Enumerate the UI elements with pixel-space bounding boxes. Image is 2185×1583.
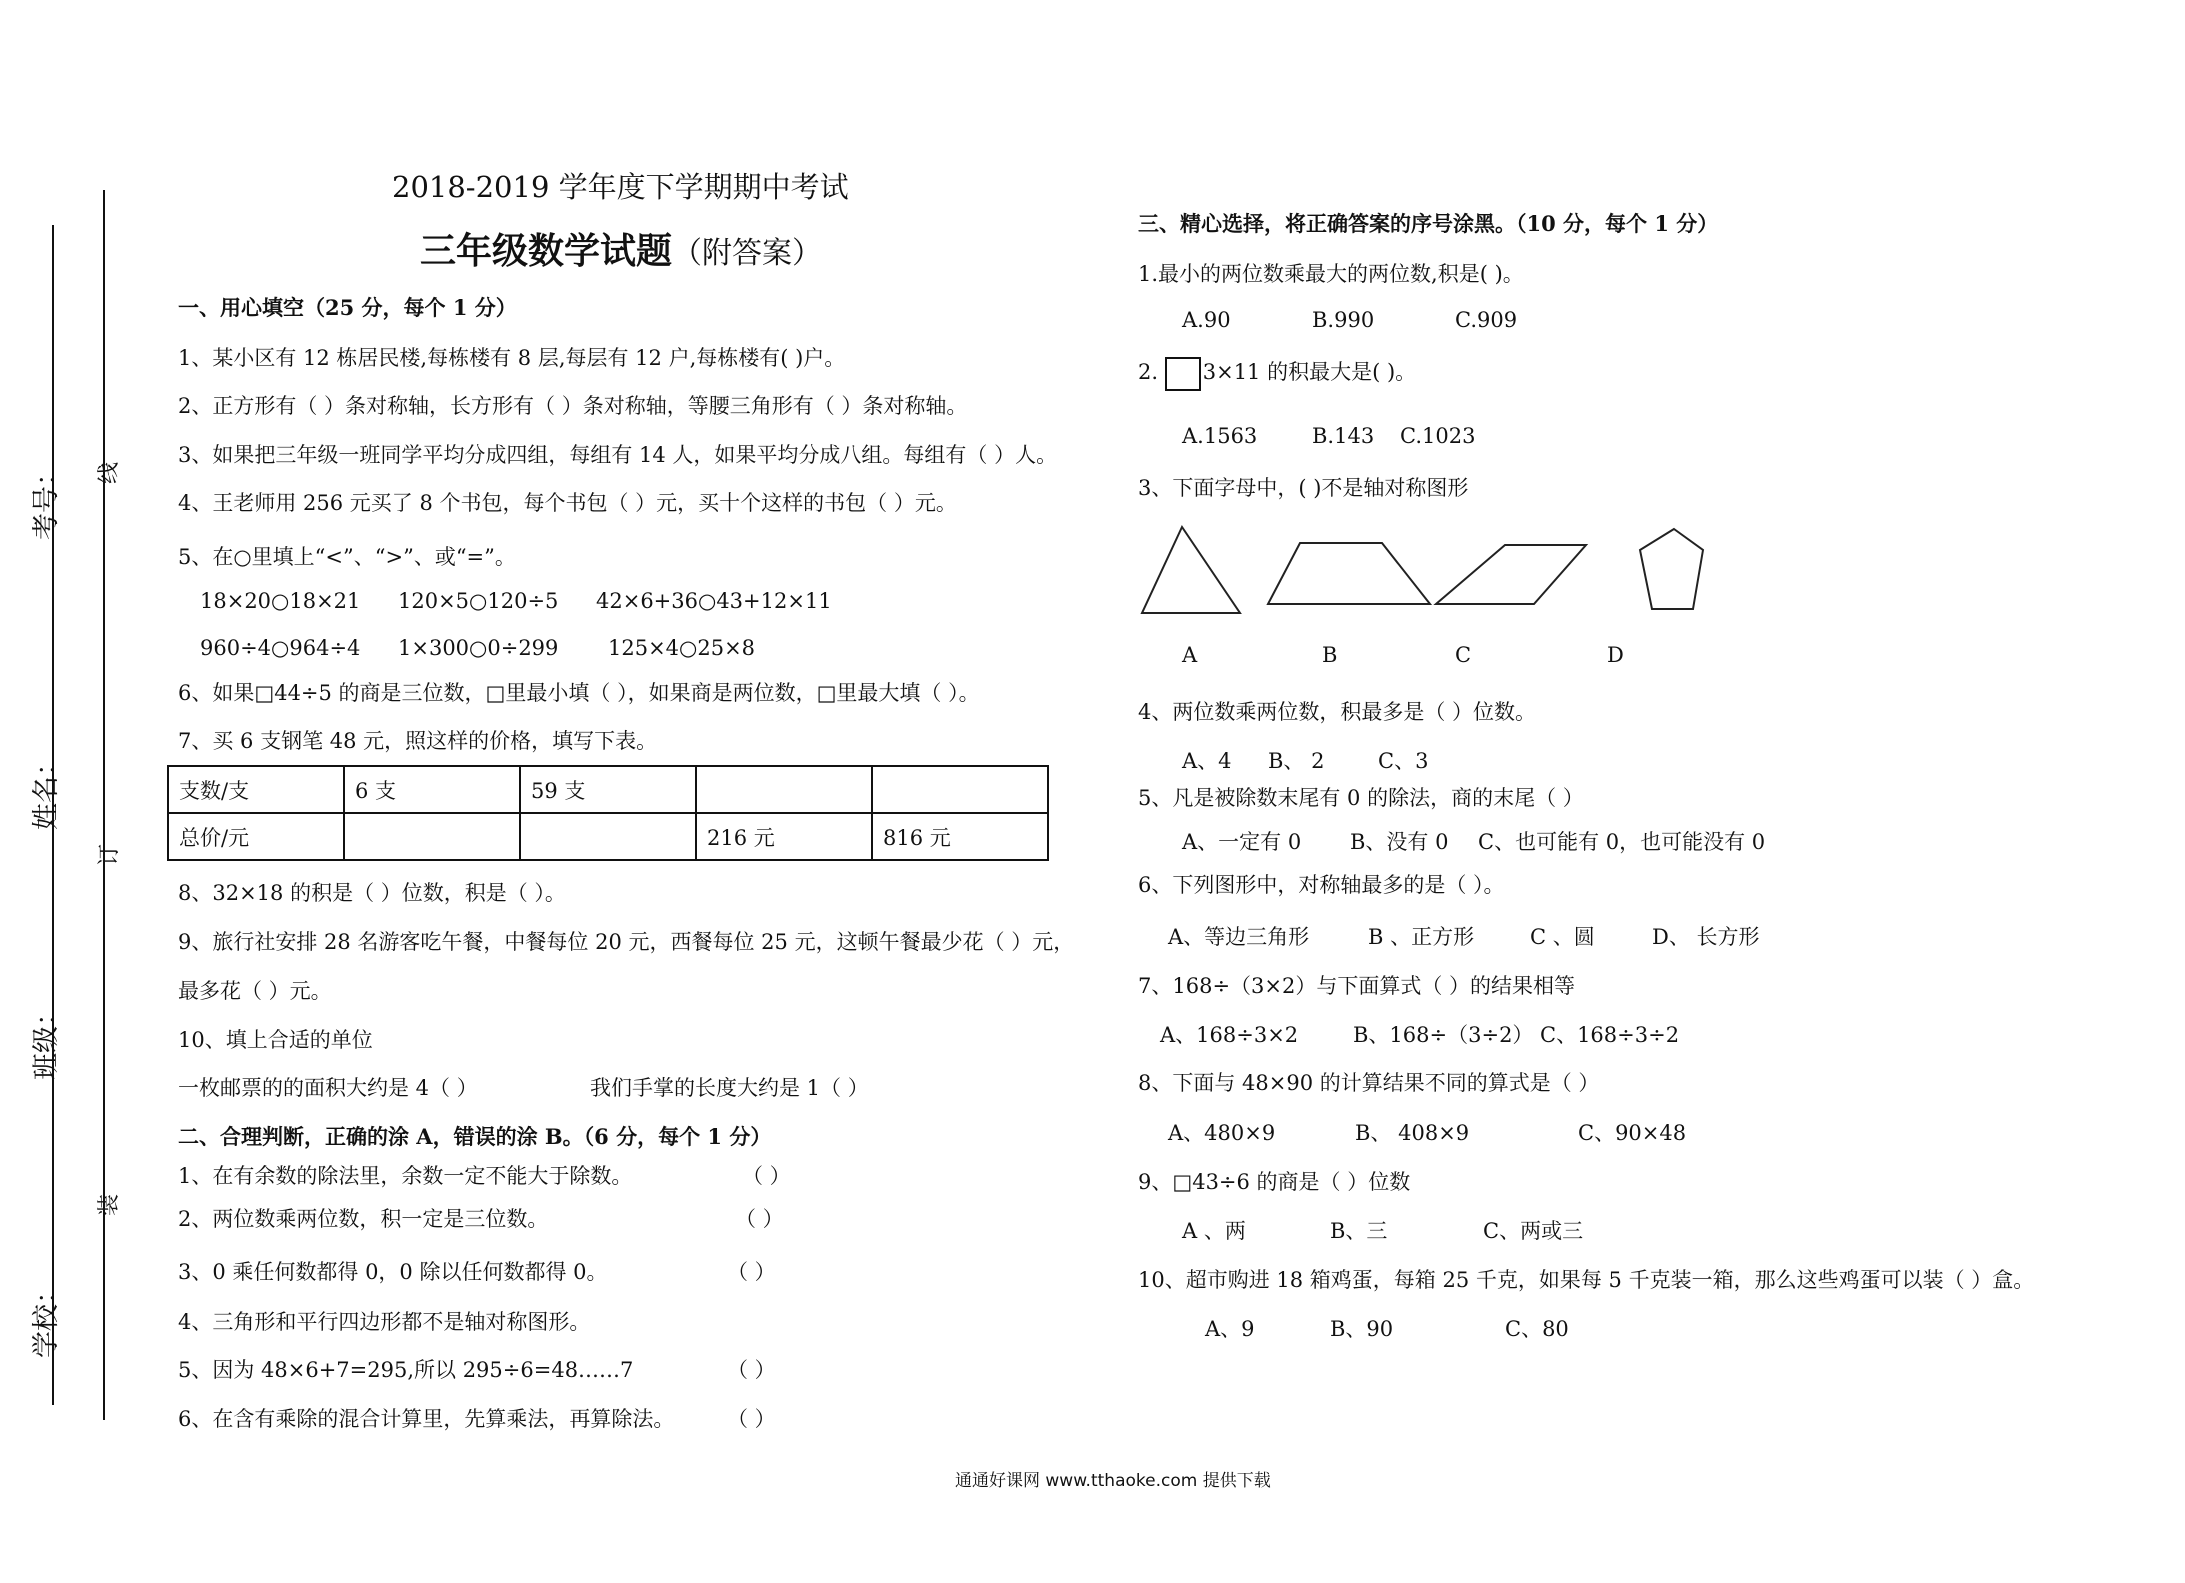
s3-q3-label-c: C: [1455, 643, 1472, 667]
exam-subtitle: 2018-2019 学年度下学期期中考试: [392, 170, 849, 204]
section2-heading: 二、合理判断，正确的涂 A，错误的涂 B。（6 分，每个 1 分）: [178, 1124, 772, 1149]
s2-item-2-answer: （ ）: [735, 1207, 784, 1231]
s3-question-8: 8、下面与 48×90 的计算结果不同的算式是（ ）: [1138, 1071, 1600, 1095]
s1-question-10a: 一枚邮票的的面积大约是 4（ ）: [178, 1076, 478, 1100]
s1-question-9-line1: 9、旅行社安排 28 名游客吃午餐，中餐每位 20 元，西餐每位 25 元，这顿午餐最少花（ ）元，: [178, 930, 1075, 954]
s1-question-8: 8、32×18 的积是（ ）位数，积是（ ）。: [178, 881, 566, 905]
s3-q4-option-a: A、4: [1182, 749, 1232, 773]
exam-title-main: 三年级数学试题: [420, 230, 673, 272]
table-cell: [696, 766, 872, 813]
s3-q6-option-a: A、等边三角形: [1168, 925, 1310, 949]
s3-q6-option-b: B 、正方形: [1368, 925, 1475, 949]
s3-q6-option-d: D、 长方形: [1652, 925, 1760, 949]
school-label: 学校：: [31, 1277, 62, 1358]
s3-q3-label-d: D: [1607, 643, 1624, 667]
s2-item-3: 3、0 乘任何数都得 0，0 除以任何数都得 0。: [178, 1260, 608, 1284]
s1-question-1: 1、某小区有 12 栋居民楼,每栋楼有 8 层,每层有 12 户,每栋楼有( )户。: [178, 346, 846, 370]
s1-q5-expr-3: 42×6+36○43+12×11: [596, 589, 832, 613]
exam-no-label: 考号：: [31, 459, 62, 540]
s3-q2-text: 3×11 的积最大是( )。: [1202, 360, 1417, 384]
s3-question-6: 6、下列图形中，对称轴最多的是（ ）。: [1138, 873, 1505, 897]
s3-q5-option-b: B、没有 0: [1350, 830, 1449, 854]
s3-question-4: 4、两位数乘两位数，积最多是（ ）位数。: [1138, 700, 1537, 724]
s1-question-10: 10、填上合适的单位: [178, 1028, 373, 1052]
exam-title-suffix: （附答案）: [672, 236, 823, 271]
s2-item-1-answer: （ ）: [742, 1164, 791, 1188]
s1-question-4: 4、王老师用 256 元买了 8 个书包，每个书包（ ）元，买十个这样的书包（ ）元。: [178, 491, 957, 515]
s1-q5-expr-4: 960÷4○964÷4: [200, 636, 361, 660]
binding-line-right: [103, 190, 105, 1420]
table-cell: 总价/元: [168, 813, 344, 860]
s3-q9-option-a: A 、两: [1182, 1219, 1246, 1243]
s3-q5-option-a: A、一定有 0: [1182, 830, 1302, 854]
class-label: 班级：: [31, 999, 62, 1080]
s1-question-5: 5、在○里填上“<”、“>”、或“=”。: [178, 545, 516, 569]
trapezoid-shape: [1268, 543, 1430, 604]
s1-question-7: 7、买 6 支钢笔 48 元，照这样的价格，填写下表。: [178, 729, 658, 753]
triangle-shape: [1142, 527, 1240, 613]
s3-question-5: 5、凡是被除数末尾有 0 的除法，商的末尾（ ）: [1138, 786, 1584, 810]
s1-question-2: 2、正方形有（ ）条对称轴，长方形有（ ）条对称轴，等腰三角形有（ ）条对称轴。: [178, 394, 968, 418]
parallelogram-shape: [1436, 545, 1586, 604]
table-cell: 支数/支: [168, 766, 344, 813]
s3-q3-label-b: B: [1322, 643, 1338, 667]
s3-question-10: 10、超市购进 18 箱鸡蛋，每箱 25 千克，如果每 5 千克装一箱，那么这些鸡蛋可以装（ ）盒。: [1138, 1268, 2035, 1292]
s3-q8-option-c: C、90×48: [1578, 1121, 1687, 1145]
table-cell: [520, 813, 696, 860]
pentagon-shape: [1640, 529, 1703, 609]
s2-item-5-answer: （ ）: [727, 1358, 776, 1382]
table-cell: 816 元: [872, 813, 1048, 860]
s3-q8-option-a: A、480×9: [1168, 1121, 1276, 1145]
s3-q9-option-b: B、三: [1330, 1219, 1388, 1243]
s2-item-2: 2、两位数乘两位数，积一定是三位数。: [178, 1207, 549, 1231]
s2-item-6: 6、在含有乘除的混合计算里，先算乘法，再算除法。: [178, 1407, 675, 1431]
s2-item-4: 4、三角形和平行四边形都不是轴对称图形。: [178, 1310, 591, 1334]
s1-question-10b: 我们手掌的长度大约是 1（ ）: [590, 1076, 869, 1100]
s3-q2-option-b: B.143: [1312, 424, 1375, 448]
s3-question-3: 3、下面字母中，( )不是轴对称图形: [1138, 476, 1469, 500]
s3-q10-option-b: B、90: [1330, 1317, 1394, 1341]
s3-q3-label-a: A: [1182, 643, 1198, 667]
s3-q7-option-c: C、168÷3÷2: [1540, 1023, 1680, 1047]
table-cell: 59 支: [520, 766, 696, 813]
s3-q6-option-c: C 、圆: [1530, 925, 1595, 949]
s3-question-2: [1138, 356, 1416, 391]
s3-question-7: 7、168÷（3×2）与下面算式（ ）的结果相等: [1138, 974, 1576, 998]
exam-title: [420, 223, 822, 274]
s3-q4-option-b: B、 2: [1268, 749, 1325, 773]
s3-q10-option-c: C、80: [1505, 1317, 1569, 1341]
s3-q8-option-b: B、 408×9: [1355, 1121, 1470, 1145]
s3-q10-option-a: A、9: [1205, 1317, 1255, 1341]
s1-question-6: 6、如果□44÷5 的商是三位数，□里最小填（ ），如果商是两位数，□里最大填（ ）。: [178, 681, 980, 705]
footer-source: 通通好课网 www.tthaoke.com 提供下载: [955, 1471, 1271, 1491]
s3-question-1: 1.最小的两位数乘最大的两位数,积是( )。: [1138, 262, 1524, 286]
s1-q5-expr-5: 1×300○0÷299: [398, 636, 559, 660]
s1-q5-expr-2: 120×5○120÷5: [398, 589, 559, 613]
s3-q2-prefix: 2.: [1138, 360, 1159, 384]
section3-heading: 三、精心选择，将正确答案的序号涂黑。（10 分，每个 1 分）: [1138, 211, 1719, 236]
name-label: 姓名：: [31, 749, 62, 830]
binding-mark-ding: 订: [97, 843, 122, 866]
s3-q9-option-c: C、两或三: [1483, 1219, 1584, 1243]
s3-q5-option-c: C、也可能有 0，也可能没有 0: [1478, 830, 1766, 854]
table-cell: 6 支: [344, 766, 520, 813]
shapes-figure: [1140, 515, 1720, 625]
table-row: [168, 766, 1048, 813]
table-cell: [872, 766, 1048, 813]
table-cell: [344, 813, 520, 860]
s3-q1-option-b: B.990: [1312, 308, 1375, 332]
table-row: [168, 813, 1048, 860]
blank-box: [1165, 357, 1201, 391]
binding-mark-zhuang: 装: [97, 1193, 122, 1216]
s3-q7-option-a: A、168÷3×2: [1160, 1023, 1299, 1047]
s2-item-3-answer: （ ）: [727, 1260, 776, 1284]
binding-mark-line: 线: [97, 461, 122, 484]
s3-q4-option-c: C、3: [1378, 749, 1429, 773]
s1-q5-expr-6: 125×4○25×8: [608, 636, 756, 660]
table-cell: 216 元: [696, 813, 872, 860]
s2-item-1: 1、在有余数的除法里，余数一定不能大于除数。: [178, 1164, 633, 1188]
s3-q7-option-b: B、168÷（3÷2）: [1353, 1023, 1534, 1047]
s3-q2-option-c: C.1023: [1400, 424, 1476, 448]
section1-heading: 一、用心填空（25 分，每个 1 分）: [178, 295, 517, 320]
s3-q2-option-a: A.1563: [1182, 424, 1258, 448]
price-table: [167, 765, 1049, 861]
s2-item-6-answer: （ ）: [727, 1407, 776, 1431]
s1-question-3: 3、如果把三年级一班同学平均分成四组，每组有 14 人，如果平均分成八组。每组有（ ）人。: [178, 443, 1058, 467]
s3-q1-option-a: A.90: [1182, 308, 1231, 332]
s3-question-9: 9、□43÷6 的商是（ ）位数: [1138, 1170, 1411, 1194]
s1-question-9-line2: 最多花（ ）元。: [178, 979, 332, 1003]
s3-q1-option-c: C.909: [1455, 308, 1518, 332]
s1-q5-expr-1: 18×20○18×21: [200, 589, 361, 613]
s2-item-5: 5、因为 48×6+7=295,所以 295÷6=48……7: [178, 1358, 634, 1382]
